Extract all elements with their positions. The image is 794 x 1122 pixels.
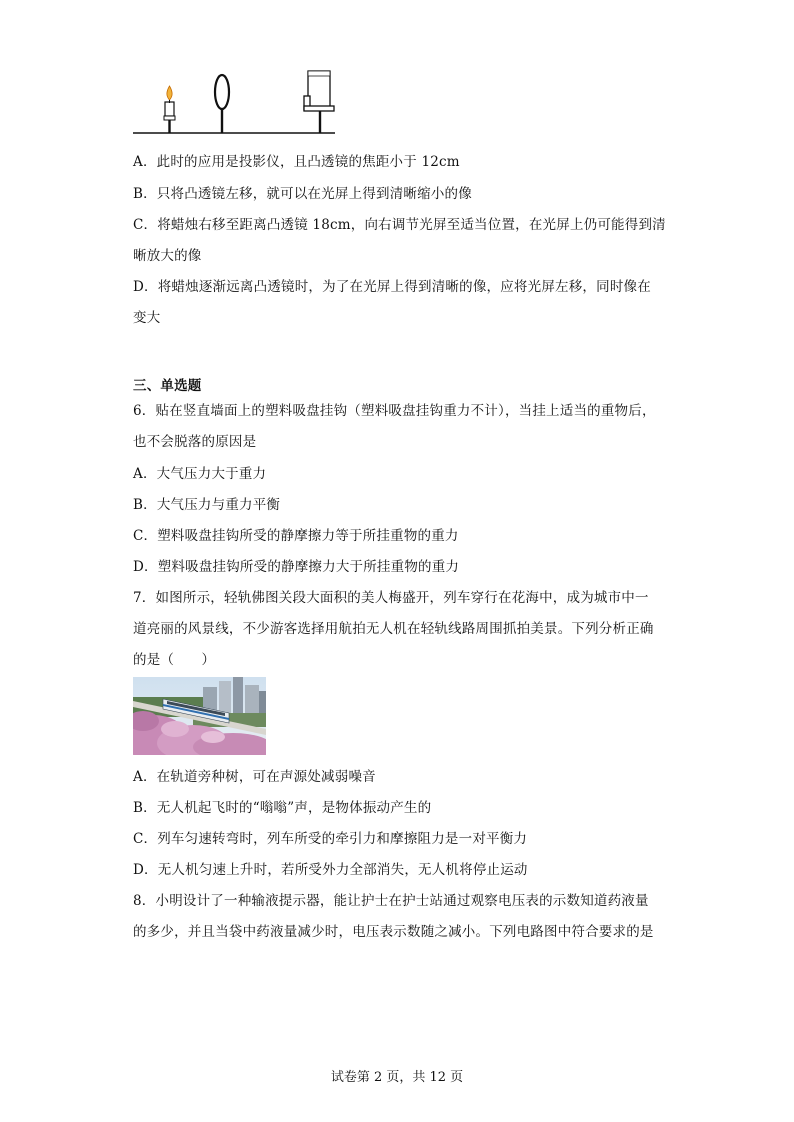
q5-option-c-line2: 晰放大的像: [133, 248, 202, 264]
q7-option-c: C．列车匀速转弯时，列车所受的牵引力和摩擦阻力是一对平衡力: [133, 831, 528, 847]
convex-lens-icon: [215, 75, 229, 133]
q7-option-b: B．无人机起飞时的“嗡嗡”声，是物体振动产生的: [133, 800, 432, 816]
q5-option-d-line1: D．将蜡烛逐渐远离凸透镜时，为了在光屏上得到清晰的像，应将光屏左移，同时像在: [133, 279, 651, 295]
q7-stem-line2: 道亮丽的风景线，不少游客选择用航拍无人机在轻轨线路周围抓拍美景。下列分析正确: [133, 621, 654, 637]
q6-stem-line1: 6．贴在竖直墙面上的塑料吸盘挂钩（塑料吸盘挂钩重力不计），当挂上适当的重物后，: [133, 403, 656, 419]
q7-stem-line1: 7．如图所示，轻轨佛图关段大面积的美人梅盛开，列车穿行在花海中，成为城市中一: [133, 590, 649, 606]
q8-stem-line1: 8．小明设计了一种输液提示器，能让护士在护士站通过观察电压表的示数知道药液量: [133, 893, 649, 909]
light-rail-photo: [133, 677, 266, 755]
q7-stem-line3: 的是（ ）: [133, 652, 216, 668]
q5-option-d-line2: 变大: [133, 310, 161, 326]
q7-option-d: D．无人机匀速上升时，若所受外力全部消失，无人机将停止运动: [133, 862, 528, 878]
light-screen-icon: [304, 71, 334, 133]
q6-option-a: A．大气压力大于重力: [133, 466, 267, 482]
q5-option-b: B．只将凸透镜左移，就可以在光屏上得到清晰缩小的像: [133, 186, 472, 202]
q7-option-a: A．在轨道旁种树，可在声源处减弱噪音: [133, 769, 376, 785]
q6-option-d: D．塑料吸盘挂钩所受的静摩擦力大于所挂重物的重力: [133, 559, 460, 575]
page-footer: 试卷第 2 页，共 12 页: [330, 1070, 464, 1085]
q6-option-c: C．塑料吸盘挂钩所受的静摩擦力等于所挂重物的重力: [133, 528, 459, 544]
q5-option-a: A．此时的应用是投影仪，且凸透镜的焦距小于 12cm: [133, 154, 460, 170]
optical-bench-figure: [130, 66, 340, 140]
candle-icon: [164, 86, 175, 133]
section-title-single-choice: 三、单选题: [133, 378, 202, 394]
q6-stem-line2: 也不会脱落的原因是: [133, 434, 257, 450]
q5-option-c-line1: C．将蜡烛右移至距离凸透镜 18cm，向右调节光屏至适当位置，在光屏上仍可能得到清: [133, 217, 666, 233]
q6-option-b: B．大气压力与重力平衡: [133, 497, 281, 513]
q8-stem-line2: 的多少，并且当袋中药液量减少时，电压表示数随之减小。下列电路图中符合要求的是: [133, 924, 654, 940]
